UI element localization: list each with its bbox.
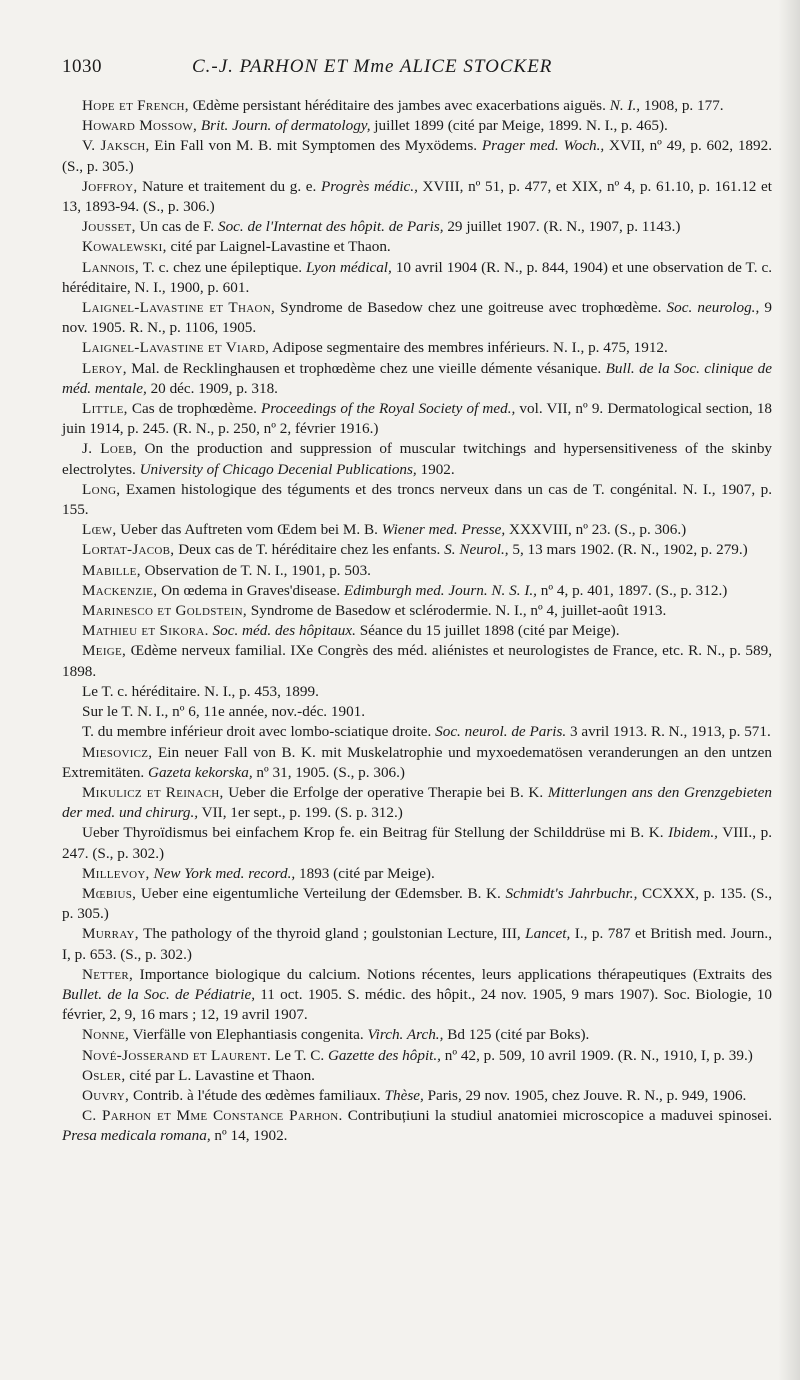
bibliography-entry [62,823,772,863]
entry-text: Importance biologique du calcium. Notions récentes, leurs applications thérapeutiques (Extraits des [133,965,772,983]
entry-text: T. du membre inférieur droit avec lombo-sciatique droite. [82,723,432,741]
bibliography-entry [62,743,772,783]
entry-text: Adipose segmentaire des membres inférieurs. N. I., p. 475, 1912. [269,339,668,357]
entry-details: 1902. [416,460,455,478]
entry-author: Mathieu et Sikora. [82,622,209,640]
bibliography-entry [62,217,772,237]
bibliography-entry [62,864,772,884]
entry-text: Observation de T. N. I., 1901, p. 503. [140,561,371,579]
bibliography-entry [62,924,772,964]
bibliography-entry [62,581,772,601]
entry-author: Laignel-Lavastine et Thaon, [82,299,276,317]
entry-details: 5, 13 mars 1902. (R. N., 1902, p. 279.) [508,541,748,559]
entry-author: Nonne, [82,1026,130,1044]
entry-author: Nové-Josserand et Laurent. [82,1046,272,1064]
entry-text: Ein neuer Fall von B. K. mit Muskelatrophie und myxoedematösen veranderungen an den untzen Extremitäten. [62,743,772,781]
entry-journal: Prager med. Woch., [477,137,605,155]
entry-details: 1908, p. 177. [640,97,724,114]
entry-details: 1893 (cité par Meige). [295,864,435,882]
entry-author: J. Loeb, [82,440,137,458]
entry-details: 11 oct. 1905. S. médic. des hôpit., 24 nov. 1905, 9 mars 1907). Soc. Biologie, 10 février, 2, 9, 16 mars ; 12, 19 avril 1907. [62,985,772,1024]
entry-journal: Bullet. de la Soc. de Pédiatrie, [62,985,255,1003]
entry-author: Joffroy, [82,177,138,195]
entry-details: Paris, 29 nov. 1905, chez Jouve. R. N., p. 949, 1906. [423,1086,747,1104]
entry-text: Cas de trophœdème. [127,400,257,418]
entry-author: Marinesco et Goldstein, [82,602,247,620]
entry-details: Séance du 15 juillet 1898 (cité par Meige). [355,622,620,640]
entry-journal: Ibidem., [663,824,718,842]
entry-text: cité par L. Lavastine et Thaon. [125,1066,315,1084]
entry-author: Miesovicz, [82,743,153,761]
entry-text: On œdema in Graves'disease. [157,581,341,599]
bibliography-entry [62,1046,772,1066]
entry-text: Nature et traitement du g. e. [137,177,317,195]
entry-text: Œdème nerveux familial. IXe Congrès des méd. aliénistes et neurologistes de France, etc. R. N., p. 589, 1898. [62,642,772,680]
running-head [62,56,772,96]
bibliography-entry [62,1025,772,1045]
entry-details: Bd 125 (cité par Boks). [443,1026,590,1044]
entry-journal: Presa medicala romana, [62,1127,211,1145]
entry-details: nº 42, p. 509, 10 avril 1909. (R. N., 1910, I, p. 39.) [440,1046,753,1064]
entry-text: Vierfälle von Elephantiasis congenita. [129,1026,364,1044]
entry-journal: Lyon médical, [302,258,392,276]
bibliography-entry [62,965,772,1026]
entry-author: Osler, [82,1066,126,1084]
entry-details: nº 4, p. 401, 1897. (S., p. 312.) [536,581,728,599]
entry-details: CCXXX, p. 135. (S., p. 305.) [62,884,772,923]
entry-author: Kowalewski, [82,238,167,256]
entry-details: XVII, nº 49, p. 602, 1892. (S., p. 305.) [62,137,773,175]
entry-author: Mœbius, [82,884,137,902]
entry-details: nº 14, 1902. [210,1127,288,1145]
entry-author: Long, [82,480,121,498]
page-edge-shadow [778,0,800,1380]
bibliography-entry [62,237,772,257]
entry-journal: N. I., [605,97,641,114]
bibliography-entry [62,601,772,621]
bibliography-entry [62,540,772,560]
entry-details: 10 avril 1904 (R. N., p. 844, 1904) et une observation de T. c. héréditaire, N. I., 1900, p. 601. [62,258,772,296]
bibliography-entry [62,177,772,217]
bibliography-entry [62,96,772,116]
entry-text: Contribuțiuni la studiul anatomiei microscopice a maduvei spinosei. [342,1107,772,1125]
entry-text: Syndrome de Basedow chez une goitreuse avec trophœdème. [275,299,662,317]
entry-journal: New York med. record., [149,864,296,882]
bibliography-entry [62,561,772,581]
entry-author: Laignel-Lavastine et Viard, [82,339,270,357]
entry-journal: Bull. de la Soc. clinique de méd. mentale, [62,359,772,397]
entry-text: cité par Laignel-Lavastine et Thaon. [166,238,391,256]
entry-author: Hope et French, [82,97,189,114]
entry-details: VIII., p. 247. (S., p. 302.) [62,824,772,862]
entry-author: Mackenzie, [82,581,158,599]
entry-details: XVIII, nº 51, p. 477, et XIX, nº 4, p. 61.10, p. 161.12 et 13, 1893-94. (S., p. 306.) [62,177,773,216]
bibliography-entry [62,480,772,520]
entry-details: VII, 1er sept., p. 199. (S. p. 312.) [198,804,403,822]
bibliography-entry [62,783,772,823]
entry-journal: Schmidt's Jahrbuchr., [500,884,638,902]
running-title: C.-J. PARHON ET Mme ALICE STOCKER [192,56,553,77]
bibliography-entry [62,116,772,136]
entry-author: Murray, [82,925,139,943]
entry-details: juillet 1899 (cité par Meige, 1899. N. I., p. 465). [370,117,668,135]
bibliography-entry [62,682,772,702]
bibliography-entry [62,439,772,479]
bibliography-entry [62,136,772,176]
bibliography-entry [62,1086,772,1106]
entry-journal: Lancet, [520,925,571,943]
entry-author: Meige, [82,642,127,660]
entry-journal: Thèse, [380,1086,424,1104]
entry-text: Sur le T. N. I., nº 6, 11e année, nov.-déc. 1901. [82,703,366,721]
entry-author: Little, [82,400,128,418]
entry-journal: University of Chicago Decenial Publications, [135,460,417,478]
entry-author: C. Parhon et Mme Constance Parhon. [82,1107,343,1125]
entry-author: Mikulicz et Reinach, [82,783,224,801]
entry-author: Ouvry, [82,1086,130,1104]
bibliography-entry [62,298,772,338]
entry-journal: S. Neurol., [440,541,509,559]
entry-text: Le T. c. héréditaire. N. I., p. 453, 1899. [82,682,319,700]
bibliography-entry [62,621,772,641]
entry-text: Œdème persistant héréditaire des jambes avec exacerbations aiguës. [188,97,606,114]
entry-text: Deux cas de T. héréditaire chez les enfants. [174,541,441,559]
entry-text: The pathology of the thyroid gland ; goulstonian Lecture, III, [138,925,521,943]
entry-journal: Soc. neurolog., [661,299,760,317]
entry-details: 29 juillet 1907. (R. N., 1907, p. 1143.) [443,218,681,236]
entry-details: 3 avril 1913. R. N., 1913, p. 571. [566,723,771,741]
entry-text: Mal. de Recklinghausen et trophœdème chez une vieille démente vésanique. [126,359,602,377]
entry-journal: Soc. neurol. de Paris. [431,723,567,741]
entry-author: Lannois, [82,258,140,276]
bibliography-entry [62,1106,772,1146]
entry-text: Ueber das Auftreten vom Œdem bei M. B. [116,521,378,539]
entry-journal: Brit. Journ. of dermatology, [197,117,371,135]
bibliography-entry [62,1066,772,1086]
entry-journal: Proceedings of the Royal Society of med., [256,400,516,418]
entry-author: V. Jaksch, [82,137,150,155]
entry-text: Un cas de F. [135,218,215,236]
entry-author: Netter, [82,965,134,983]
entry-text: On the production and suppression of muscular twitchings and hypersensitiveness of the skinby electrolytes. [62,440,773,478]
entry-author: Millevoy, [82,864,150,882]
bibliography-entry [62,399,772,439]
entry-journal: Gazeta kekorska, [144,763,253,781]
bibliography-entry [62,359,772,399]
entry-author: Howard Mossow, [82,117,198,135]
entry-details: XXXVIII, nº 23. (S., p. 306.) [505,521,687,539]
bibliography-entry [62,520,772,540]
bibliography-list [62,96,772,1147]
entry-text: Contrib. à l'étude des œdèmes familiaux. [129,1086,381,1104]
bibliography-entry [62,702,772,722]
entry-journal: Soc. de l'Internat des hôpit. de Paris, [214,218,444,236]
entry-journal: Progrès médic., [316,177,418,195]
entry-author: Jousset, [82,218,136,236]
entry-journal: Gazette des hôpit., [324,1046,441,1064]
entry-text: Examen histologique des téguments et des troncs nerveux dans un cas de T. congénital. N. I., 1907, p. 155. [62,480,772,519]
bibliography-entry [62,722,772,742]
entry-text: Ueber Thyroïdismus bei einfachem Krop fe. ein Beitrag für Stellung der Schilddrüse mi B. K. [82,824,664,842]
entry-journal: Soc. méd. des hôpitaux. [208,622,356,640]
page-number: 1030 [62,56,102,77]
entry-author: Leroy, [82,359,127,377]
bibliography-entry [62,884,772,924]
entry-author: Lortat-Jacob, [82,541,175,559]
entry-author: Lœw, [82,521,117,539]
entry-text: Syndrome de Basedow et sclérodermie. N. I., nº 4, juillet-août 1913. [246,602,667,620]
entry-details: vol. VII, nº 9. Dermatological section, 18 juin 1914, p. 245. (R. N., p. 250, nº 2, février 1916.) [62,400,773,438]
entry-details: 20 déc. 1909, p. 318. [146,379,278,397]
entry-author: Mabille, [82,561,141,579]
entry-text: Ein Fall von M. B. mit Symptomen des Myxödems. [149,137,478,155]
bibliography-entry [62,641,772,681]
bibliography-entry [62,338,772,358]
entry-text: T. c. chez une épileptique. [139,258,303,276]
entry-journal: Wiener med. Presse, [377,521,506,539]
entry-details: nº 31, 1905. (S., p. 306.) [252,763,405,781]
entry-text: Ueber eine eigentumliche Verteilung der Œdemsber. B. K. [136,884,501,902]
bibliography-entry [62,258,772,298]
entry-text: Le T. C. [271,1046,325,1064]
entry-details: 9 nov. 1905. R. N., p. 1106, 1905. [62,299,772,337]
entry-journal: Virch. Arch., [363,1026,444,1044]
entry-journal: Edimburgh med. Journ. N. S. I., [340,581,537,599]
entry-journal: Mitterlungen ans den Grenzgebieten der med. und chirurg., [62,783,772,822]
entry-text: Ueber die Erfolge der operative Therapie bei B. K. [223,783,544,801]
entry-details: I., p. 787 et British med. Journ., I, p. 653. (S., p. 302.) [62,925,772,963]
